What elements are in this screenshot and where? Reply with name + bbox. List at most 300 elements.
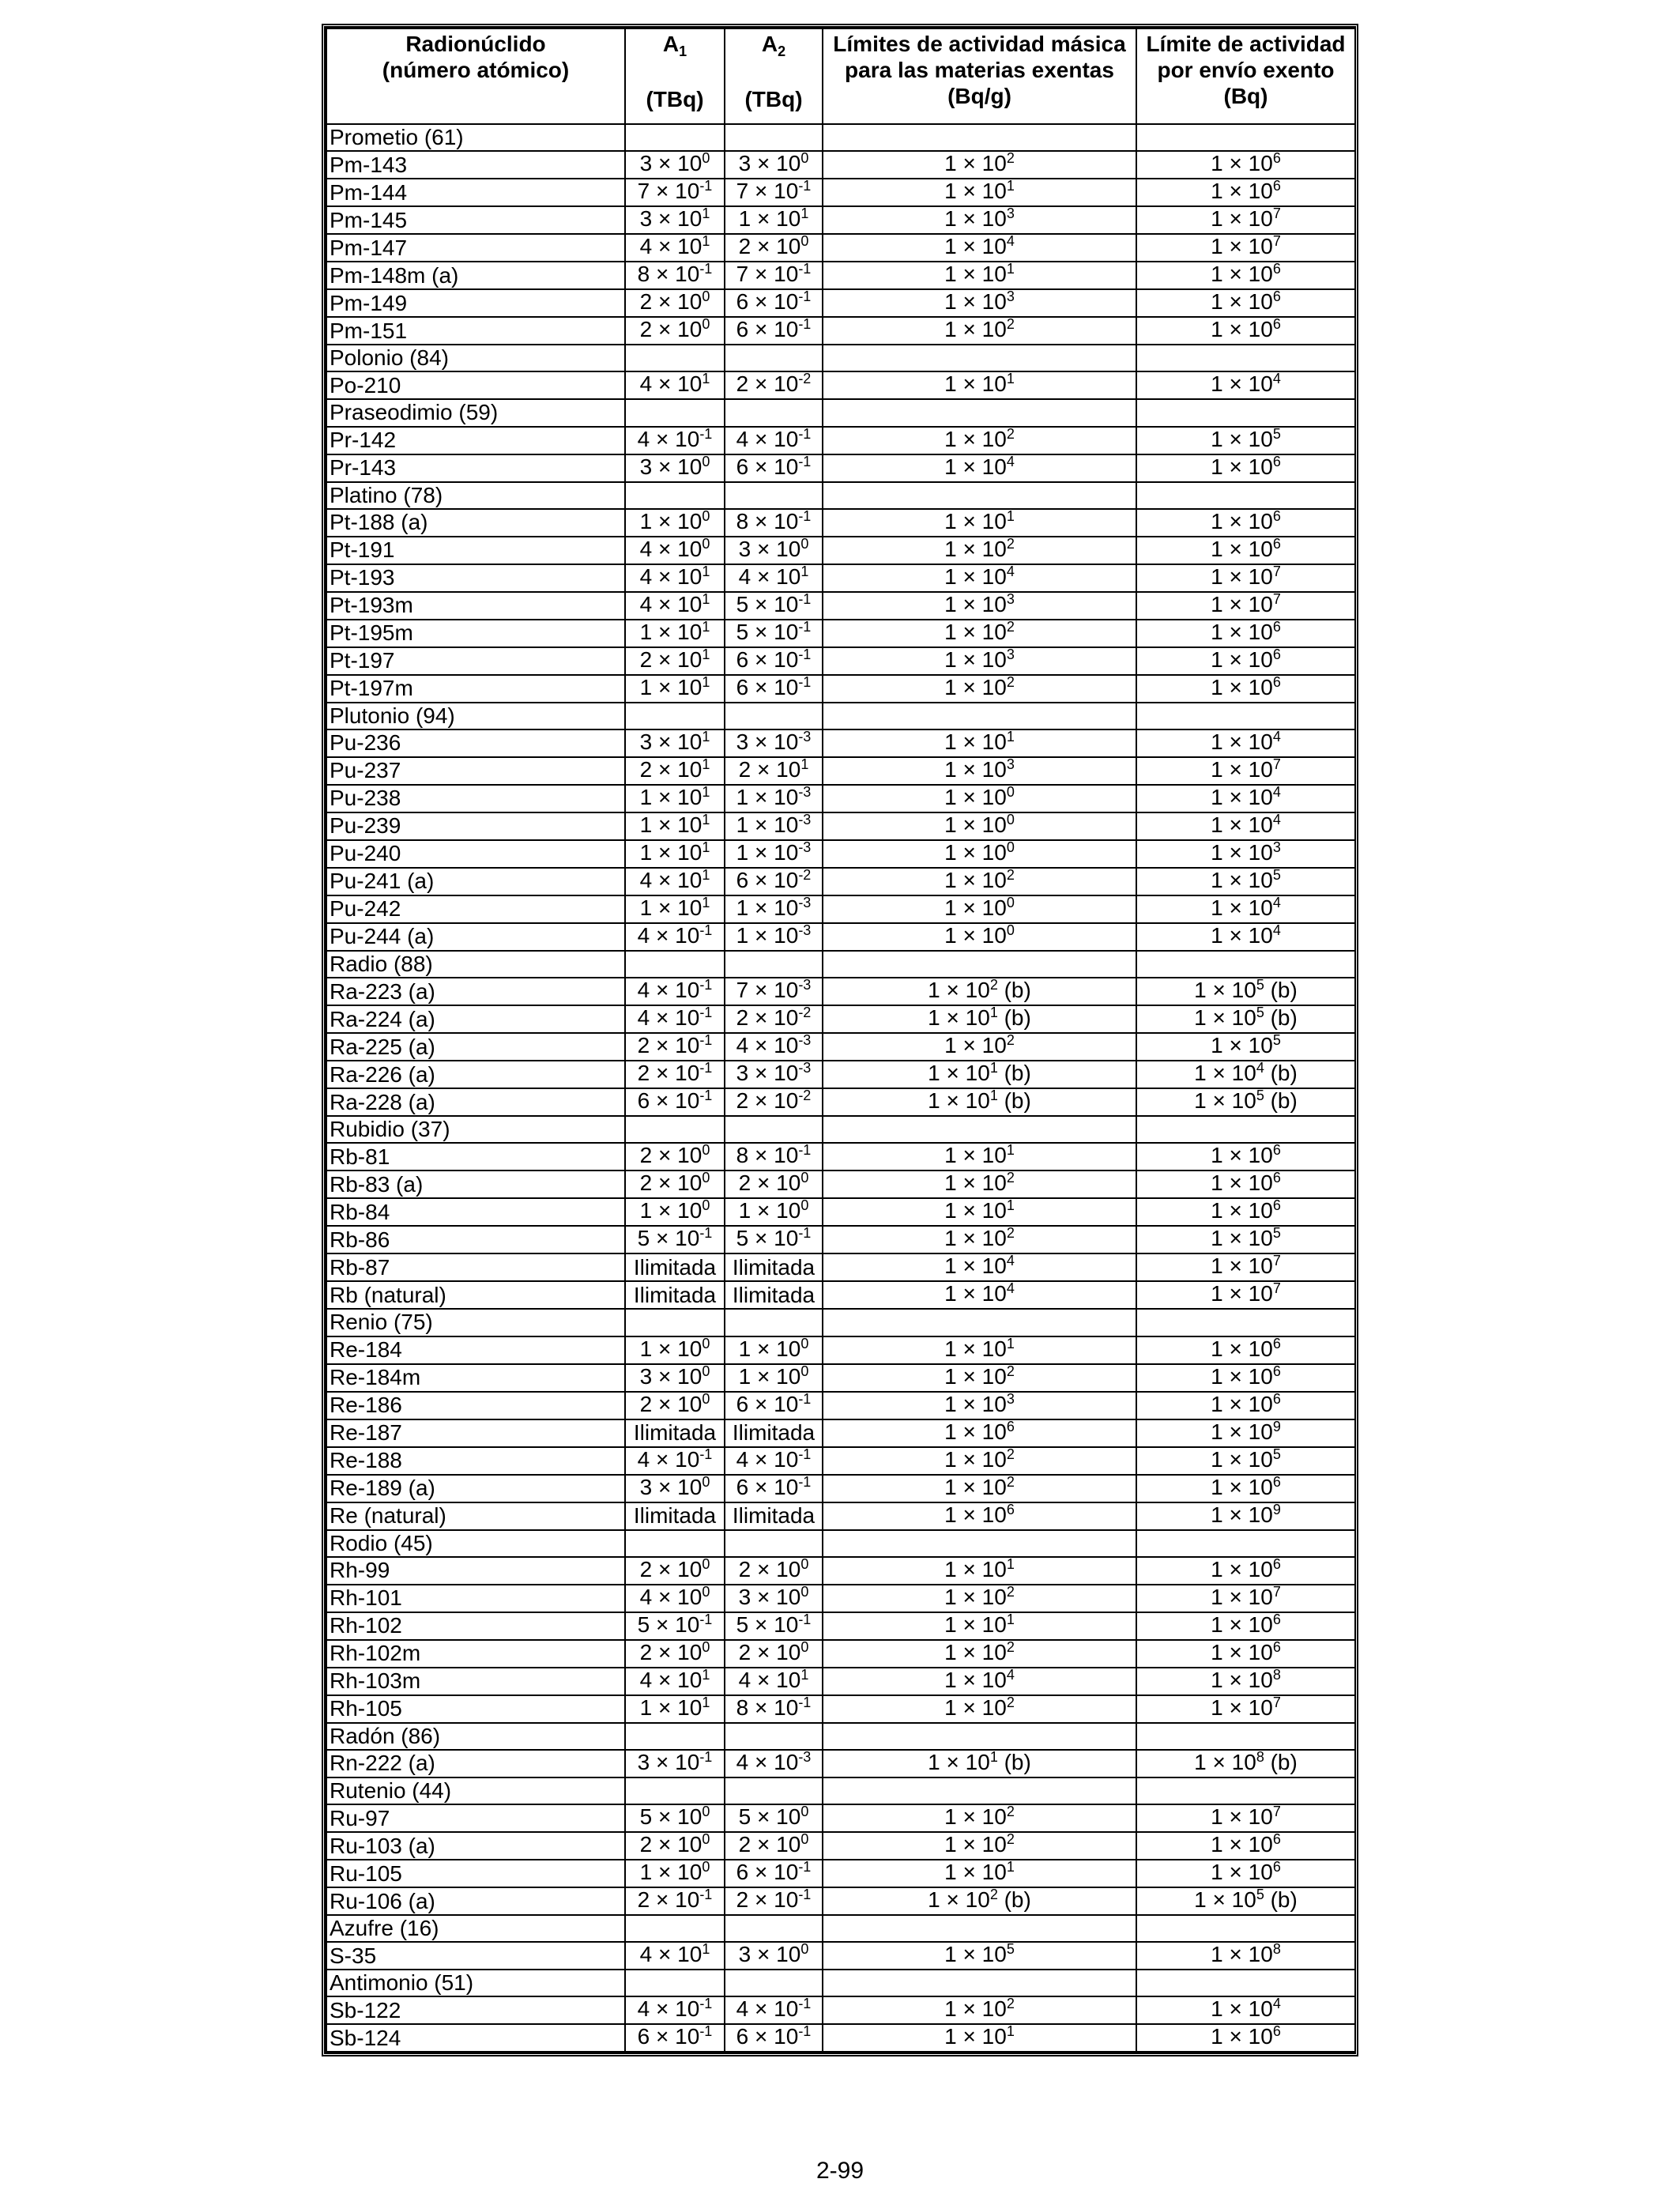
a2-value-cell: [725, 757, 823, 785]
a1-value-cell: [625, 1309, 725, 1336]
value-exponent: 6: [1272, 289, 1281, 305]
radionuclide-cell: Rh-102m: [326, 1640, 625, 1668]
consignment-limit-cell: [1136, 482, 1355, 509]
mass-limit-cell: [823, 371, 1136, 399]
a2-value-cell: [725, 124, 823, 151]
value-base: 6 × 10: [637, 1088, 700, 1114]
value-exponent: -1: [798, 1143, 812, 1159]
value-exponent: -1: [798, 289, 812, 305]
consignment-limit-cell: [1136, 1419, 1355, 1447]
value-exponent: 4: [1272, 784, 1281, 800]
element-name-cell: Rubidio (37): [326, 1116, 625, 1143]
value-exponent: 7: [1272, 1695, 1281, 1710]
a2-value-cell: [725, 564, 823, 592]
consignment-limit-cell: [1136, 1061, 1355, 1088]
radionuclide-cell: Rb-81: [326, 1143, 625, 1171]
mass-limit-cell: [823, 1033, 1136, 1061]
value-exponent: 1: [702, 371, 710, 387]
value-exponent: 6: [1272, 1474, 1281, 1490]
value-exponent: -3: [798, 895, 812, 910]
a2-value-cell: [725, 427, 823, 454]
value-base: 4 × 10: [736, 426, 799, 451]
radionuclide-cell: Pm-145: [326, 206, 625, 234]
value-exponent: 4: [1006, 1253, 1015, 1269]
mass-limit-cell: [823, 1723, 1136, 1750]
consignment-limit-cell: [1136, 1530, 1355, 1557]
value-note: (b): [997, 1061, 1031, 1086]
mass-limit-cell: [823, 1364, 1136, 1392]
a1-value-cell: [625, 1668, 725, 1695]
value-exponent: 6: [1272, 674, 1281, 690]
mass-limit-cell: [823, 1530, 1136, 1557]
consignment-limit-cell: [1136, 1723, 1355, 1750]
value-base: 8 × 10: [637, 262, 700, 287]
value-note: (b): [1264, 1061, 1298, 1086]
value-exponent: 0: [1006, 839, 1015, 855]
radionuclide-cell: Ru-97: [326, 1804, 625, 1832]
value-base: 2 × 10: [736, 1887, 799, 1913]
table-row: [326, 1033, 1355, 1061]
mass-limit-cell: [823, 206, 1136, 234]
table-row: [326, 1005, 1355, 1033]
value-base: 2 × 10: [738, 1832, 801, 1857]
value-base: 2 × 10: [738, 1171, 801, 1196]
radionuclide-cell: Rh-101: [326, 1585, 625, 1612]
mass-limit-cell: [823, 1832, 1136, 1860]
mass-limit-cell: [823, 1226, 1136, 1253]
value-exponent: 6: [1272, 317, 1281, 333]
a2-value-cell: [725, 592, 823, 620]
value-base: 3 × 10: [639, 1474, 703, 1499]
value-base: 1 × 10: [1211, 1832, 1273, 1857]
value-base: 1 × 10: [639, 619, 703, 644]
value-note: (b): [997, 1088, 1031, 1114]
value-base: 1 × 10: [738, 206, 801, 232]
value-exponent: 2: [1006, 1996, 1015, 2012]
radionuclide-cell: Pt-188 (a): [326, 509, 625, 537]
value-base: 1 × 10: [928, 1088, 990, 1114]
header-radionuclide: Radionúclido (número atómico): [326, 28, 625, 124]
value-exponent: -1: [699, 1612, 713, 1627]
value-base: 1 × 10: [944, 647, 1007, 672]
a2-value-cell: [725, 1198, 823, 1226]
a1-value-cell: [625, 1198, 725, 1226]
value-base: 1 × 10: [639, 895, 703, 920]
value-base: 6 × 10: [736, 454, 799, 479]
value-exponent: 6: [1272, 1143, 1281, 1159]
a1-value-cell: [625, 1585, 725, 1612]
element-name-cell: Prometio (61): [326, 124, 625, 151]
mass-limit-cell: [823, 757, 1136, 785]
value-exponent: 2: [1006, 867, 1015, 883]
value-exponent: 6: [1272, 179, 1281, 194]
table-row: [326, 620, 1355, 647]
value-base: 1 × 10: [1211, 262, 1273, 287]
table-row: [326, 1640, 1355, 1668]
value-exponent: -1: [798, 1996, 812, 2012]
value-base: 6 × 10: [736, 289, 799, 315]
consignment-limit-cell: [1136, 1585, 1355, 1612]
value-exponent: 0: [800, 1556, 809, 1572]
a2-value-cell: [725, 1750, 823, 1777]
consignment-limit-cell: [1136, 1970, 1355, 1996]
value-base: 1 × 10: [928, 1005, 990, 1031]
radionuclide-cell: Ru-105: [326, 1860, 625, 1887]
radionuclide-cell: Pu-244 (a): [326, 923, 625, 951]
table-row: [326, 675, 1355, 703]
value-base: 5 × 10: [738, 1804, 801, 1830]
value-base: 4 × 10: [639, 1942, 703, 1967]
a1-value-cell: [625, 1336, 725, 1364]
value-exponent: 0: [702, 317, 710, 333]
mass-limit-cell: [823, 1419, 1136, 1447]
mass-limit-cell: [823, 1253, 1136, 1281]
table-row: [326, 1336, 1355, 1364]
header-a1: [625, 28, 725, 124]
value-base: 6 × 10: [736, 1474, 799, 1499]
radionuclide-cell: Ru-103 (a): [326, 1832, 625, 1860]
value-base: 1 × 10: [1211, 674, 1273, 699]
consignment-limit-cell: [1136, 1475, 1355, 1502]
value-note: (b): [1264, 1749, 1298, 1774]
value-base: 1 × 10: [944, 895, 1007, 920]
consignment-limit-cell: [1136, 124, 1355, 151]
table-row: [326, 1557, 1355, 1585]
value-base: 1 × 10: [1211, 426, 1273, 451]
value-base: 1 × 10: [1211, 234, 1273, 259]
value-base: 1 × 10: [639, 1860, 703, 1885]
table-row: [326, 1942, 1355, 1970]
header-a2-symbol: A: [761, 32, 778, 56]
value-exponent: 0: [702, 1860, 710, 1875]
mass-limit-cell: [823, 592, 1136, 620]
consignment-limit-cell: [1136, 206, 1355, 234]
mass-limit-cell: [823, 2024, 1136, 2052]
value-base: 1 × 10: [1211, 151, 1273, 176]
element-name-cell: Radón (86): [326, 1723, 625, 1750]
radionuclide-cell: Ru-106 (a): [326, 1887, 625, 1915]
value-base: 3 × 10: [738, 151, 801, 176]
a1-value-cell: [625, 1777, 725, 1804]
radionuclide-cell: Pm-148m (a): [326, 262, 625, 289]
value-exponent: 4: [1272, 922, 1281, 938]
value-exponent: -3: [798, 1749, 812, 1765]
element-name-cell: Azufre (16): [326, 1915, 625, 1942]
value-base: 2 × 10: [738, 1639, 801, 1664]
value-exponent: 7: [1272, 1253, 1281, 1269]
table-row: [326, 509, 1355, 537]
value-base: 4 × 10: [639, 1584, 703, 1609]
mass-limit-cell: [823, 620, 1136, 647]
a2-value-cell: [725, 840, 823, 868]
value-base: 3 × 10: [736, 729, 799, 754]
value-base: 1 × 10: [944, 619, 1007, 644]
value-exponent: 0: [800, 1804, 809, 1820]
value-base: 1 × 10: [944, 1363, 1007, 1389]
value-exponent: -2: [798, 371, 812, 387]
value-base: 1 × 10: [1211, 1033, 1273, 1058]
a2-value-cell: [725, 1668, 823, 1695]
a1-value-cell: [625, 1281, 725, 1309]
a2-value-cell: [725, 179, 823, 206]
radionuclide-cell: Po-210: [326, 371, 625, 399]
value-base: 1 × 10: [1211, 1639, 1273, 1664]
mass-limit-cell: [823, 1777, 1136, 1804]
value-exponent: -1: [699, 2024, 713, 2040]
value-exponent: -1: [699, 1088, 713, 1104]
a1-value-cell: [625, 840, 725, 868]
consignment-limit-cell: [1136, 399, 1355, 426]
radionuclide-cell: Rh-105: [326, 1695, 625, 1723]
mass-limit-cell: [823, 262, 1136, 289]
a1-value-cell: [625, 1557, 725, 1585]
a1-value-cell: [625, 1502, 725, 1530]
value-exponent: 1: [1006, 371, 1015, 387]
consignment-limit-cell: [1136, 840, 1355, 868]
a2-value-cell: [725, 923, 823, 951]
value-exponent: 1: [702, 591, 710, 607]
a1-value-cell: [625, 1088, 725, 1116]
consignment-limit-cell: [1136, 1253, 1355, 1281]
value-exponent: 2: [1006, 1171, 1015, 1186]
a2-value-cell: [725, 1996, 823, 2024]
consignment-limit-cell: [1136, 1392, 1355, 1419]
value-exponent: 6: [1272, 1556, 1281, 1572]
a2-value-cell: [725, 206, 823, 234]
value-exponent: -1: [798, 1474, 812, 1490]
a2-value-cell: [725, 371, 823, 399]
value-base: 1 × 10: [1211, 1804, 1273, 1830]
mass-limit-cell: [823, 1860, 1136, 1887]
a1-value-cell: [625, 262, 725, 289]
mass-limit-cell: [823, 1309, 1136, 1336]
table-row: [326, 1447, 1355, 1475]
mass-limit-cell: [823, 1005, 1136, 1033]
value-exponent: 1: [1006, 1860, 1015, 1875]
a1-value-cell: [625, 1419, 725, 1447]
radionuclide-cell: Pt-193: [326, 564, 625, 592]
mass-limit-cell: [823, 675, 1136, 703]
mass-limit-cell: [823, 1942, 1136, 1970]
value-base: 1 × 10: [944, 1996, 1007, 2022]
value-exponent: 8: [1272, 1667, 1281, 1683]
value-note: (b): [997, 1887, 1031, 1913]
value-exponent: -1: [798, 591, 812, 607]
value-base: 1 × 10: [1211, 1391, 1273, 1416]
a1-value-cell: [625, 675, 725, 703]
radionuclide-cell: Pu-242: [326, 895, 625, 923]
value-base: 1 × 10: [1211, 1474, 1273, 1499]
value-base: 1 × 10: [944, 371, 1007, 397]
radionuclide-cell: Re-184m: [326, 1364, 625, 1392]
radionuclide-cell: Pm-143: [326, 151, 625, 179]
value-base: 1 × 10: [639, 1695, 703, 1720]
consignment-limit-cell: [1136, 1804, 1355, 1832]
mass-limit-cell: [823, 1887, 1136, 1915]
a1-value-cell: [625, 509, 725, 537]
a1-value-cell: [625, 895, 725, 923]
value-base: 5 × 10: [637, 1226, 700, 1251]
value-base: 1 × 10: [1211, 1996, 1273, 2022]
a1-value-cell: [625, 1996, 725, 2024]
value-exponent: 0: [1006, 895, 1015, 910]
value-exponent: 0: [800, 1171, 809, 1186]
a1-value-cell: [625, 812, 725, 840]
value-exponent: -1: [699, 1033, 713, 1049]
table-row: [326, 757, 1355, 785]
value-exponent: -2: [798, 1005, 812, 1021]
element-name-cell: Platino (78): [326, 482, 625, 509]
a1-value-cell: [625, 124, 725, 151]
value-base: 1 × 10: [1194, 1005, 1256, 1031]
radionuclide-cell: Re-186: [326, 1392, 625, 1419]
value-exponent: 1: [702, 729, 710, 745]
value-exponent: 1: [1006, 729, 1015, 745]
value-exponent: -1: [699, 1996, 713, 2012]
value-exponent: 0: [702, 151, 710, 167]
value-exponent: 4: [1272, 729, 1281, 745]
value-base: 7 × 10: [637, 179, 700, 204]
value-base: 2 × 10: [637, 1887, 700, 1913]
value-base: 1 × 10: [1211, 206, 1273, 232]
value-exponent: -1: [798, 674, 812, 690]
radionuclide-cell: Rb-83 (a): [326, 1171, 625, 1198]
consignment-limit-cell: [1136, 564, 1355, 592]
value-exponent: 1: [702, 619, 710, 635]
value-exponent: 0: [800, 536, 809, 552]
value-exponent: 5: [1272, 867, 1281, 883]
consignment-limit-cell: [1136, 427, 1355, 454]
mass-limit-cell: [823, 234, 1136, 262]
a2-value-cell: [725, 1143, 823, 1171]
value-base: 6 × 10: [736, 674, 799, 699]
mass-limit-cell: [823, 647, 1136, 675]
a1-value-cell: [625, 206, 725, 234]
table-row: [326, 1198, 1355, 1226]
value-base: 1 × 10: [1194, 1749, 1256, 1774]
a2-value-cell: [725, 1253, 823, 1281]
value-base: 1 × 10: [944, 867, 1007, 892]
table-row: [326, 2024, 1355, 2052]
mass-limit-cell: [823, 427, 1136, 454]
element-name-cell: Renio (75): [326, 1309, 625, 1336]
a1-value-cell: [625, 1832, 725, 1860]
a2-value-cell: [725, 1723, 823, 1750]
value-base: 4 × 10: [637, 1446, 700, 1472]
radionuclide-cell: Pt-193m: [326, 592, 625, 620]
radionuclide-cell: Rb-84: [326, 1198, 625, 1226]
value-base: 1 × 10: [944, 1860, 1007, 1885]
radionuclide-cell: Pr-142: [326, 427, 625, 454]
value-note: (b): [1264, 978, 1298, 1003]
value-exponent: 4: [1006, 1281, 1015, 1297]
value-base: 2 × 10: [738, 756, 801, 782]
value-base: Ilimitada: [633, 1420, 717, 1445]
a1-value-cell: [625, 289, 725, 317]
value-base: 1 × 10: [944, 1446, 1007, 1472]
value-base: 1 × 10: [944, 756, 1007, 782]
a1-value-cell: [625, 1061, 725, 1088]
value-exponent: 9: [1272, 1419, 1281, 1434]
value-exponent: 1: [1006, 1336, 1015, 1351]
a1-value-cell: [625, 620, 725, 647]
value-exponent: -3: [798, 1061, 812, 1076]
value-exponent: -1: [699, 978, 713, 993]
header-a2: [725, 28, 823, 124]
value-base: Ilimitada: [633, 1282, 717, 1307]
value-base: 1 × 10: [1194, 1088, 1256, 1114]
value-exponent: 6: [1272, 619, 1281, 635]
value-base: 3 × 10: [738, 1942, 801, 1967]
value-exponent: 6: [1006, 1502, 1015, 1517]
value-base: 1 × 10: [944, 1226, 1007, 1251]
consignment-limit-cell: [1136, 1281, 1355, 1309]
value-exponent: -1: [798, 1226, 812, 1242]
a2-value-cell: [725, 1860, 823, 1887]
consignment-limit-cell: [1136, 1612, 1355, 1640]
value-base: 1 × 10: [736, 812, 799, 837]
value-base: 1 × 10: [1211, 1281, 1273, 1306]
value-base: 1 × 10: [1211, 564, 1273, 589]
value-exponent: -2: [798, 867, 812, 883]
a2-value-cell: [725, 1475, 823, 1502]
value-exponent: 0: [702, 1391, 710, 1407]
value-base: 7 × 10: [736, 262, 799, 287]
value-exponent: -3: [798, 922, 812, 938]
radionuclide-cell: Pm-149: [326, 289, 625, 317]
a1-value-cell: [625, 1171, 725, 1198]
value-exponent: 5: [1006, 1942, 1015, 1958]
radionuclide-cell: Rh-102: [326, 1612, 625, 1640]
a2-value-cell: [725, 620, 823, 647]
value-exponent: 1: [989, 1088, 998, 1104]
value-exponent: 1: [800, 206, 809, 222]
a1-value-cell: [625, 647, 725, 675]
a2-value-cell: [725, 509, 823, 537]
consignment-limit-cell: [1136, 1336, 1355, 1364]
radionuclide-cell: Ra-223 (a): [326, 978, 625, 1005]
value-exponent: -1: [798, 262, 812, 277]
radionuclide-cell: Re-189 (a): [326, 1475, 625, 1502]
table-row: [326, 729, 1355, 757]
consignment-limit-cell: [1136, 179, 1355, 206]
table-row: [326, 1364, 1355, 1392]
value-exponent: 4: [1006, 1667, 1015, 1683]
value-exponent: 6: [1272, 1363, 1281, 1379]
a2-value-cell: [725, 454, 823, 482]
value-exponent: 0: [702, 536, 710, 552]
radionuclide-cell: Sb-122: [326, 1996, 625, 2024]
value-base: 1 × 10: [944, 206, 1007, 232]
mass-limit-cell: [823, 923, 1136, 951]
table-header: [326, 28, 1355, 124]
value-exponent: 2: [1006, 426, 1015, 442]
value-exponent: 1: [1006, 1612, 1015, 1627]
value-base: 4 × 10: [738, 1667, 801, 1692]
consignment-limit-cell: [1136, 1005, 1355, 1033]
value-base: 1 × 10: [738, 1363, 801, 1389]
value-base: 1 × 10: [944, 1832, 1007, 1857]
value-exponent: 1: [989, 1061, 998, 1076]
a1-value-cell: [625, 345, 725, 371]
a2-value-cell: [725, 1088, 823, 1116]
value-exponent: 6: [1272, 1198, 1281, 1214]
value-base: 1 × 10: [639, 784, 703, 809]
value-exponent: 5: [1272, 1226, 1281, 1242]
value-base: 4 × 10: [736, 1033, 799, 1058]
header-a2-subscript: 2: [778, 43, 786, 59]
radionuclide-cell: Pu-236: [326, 729, 625, 757]
